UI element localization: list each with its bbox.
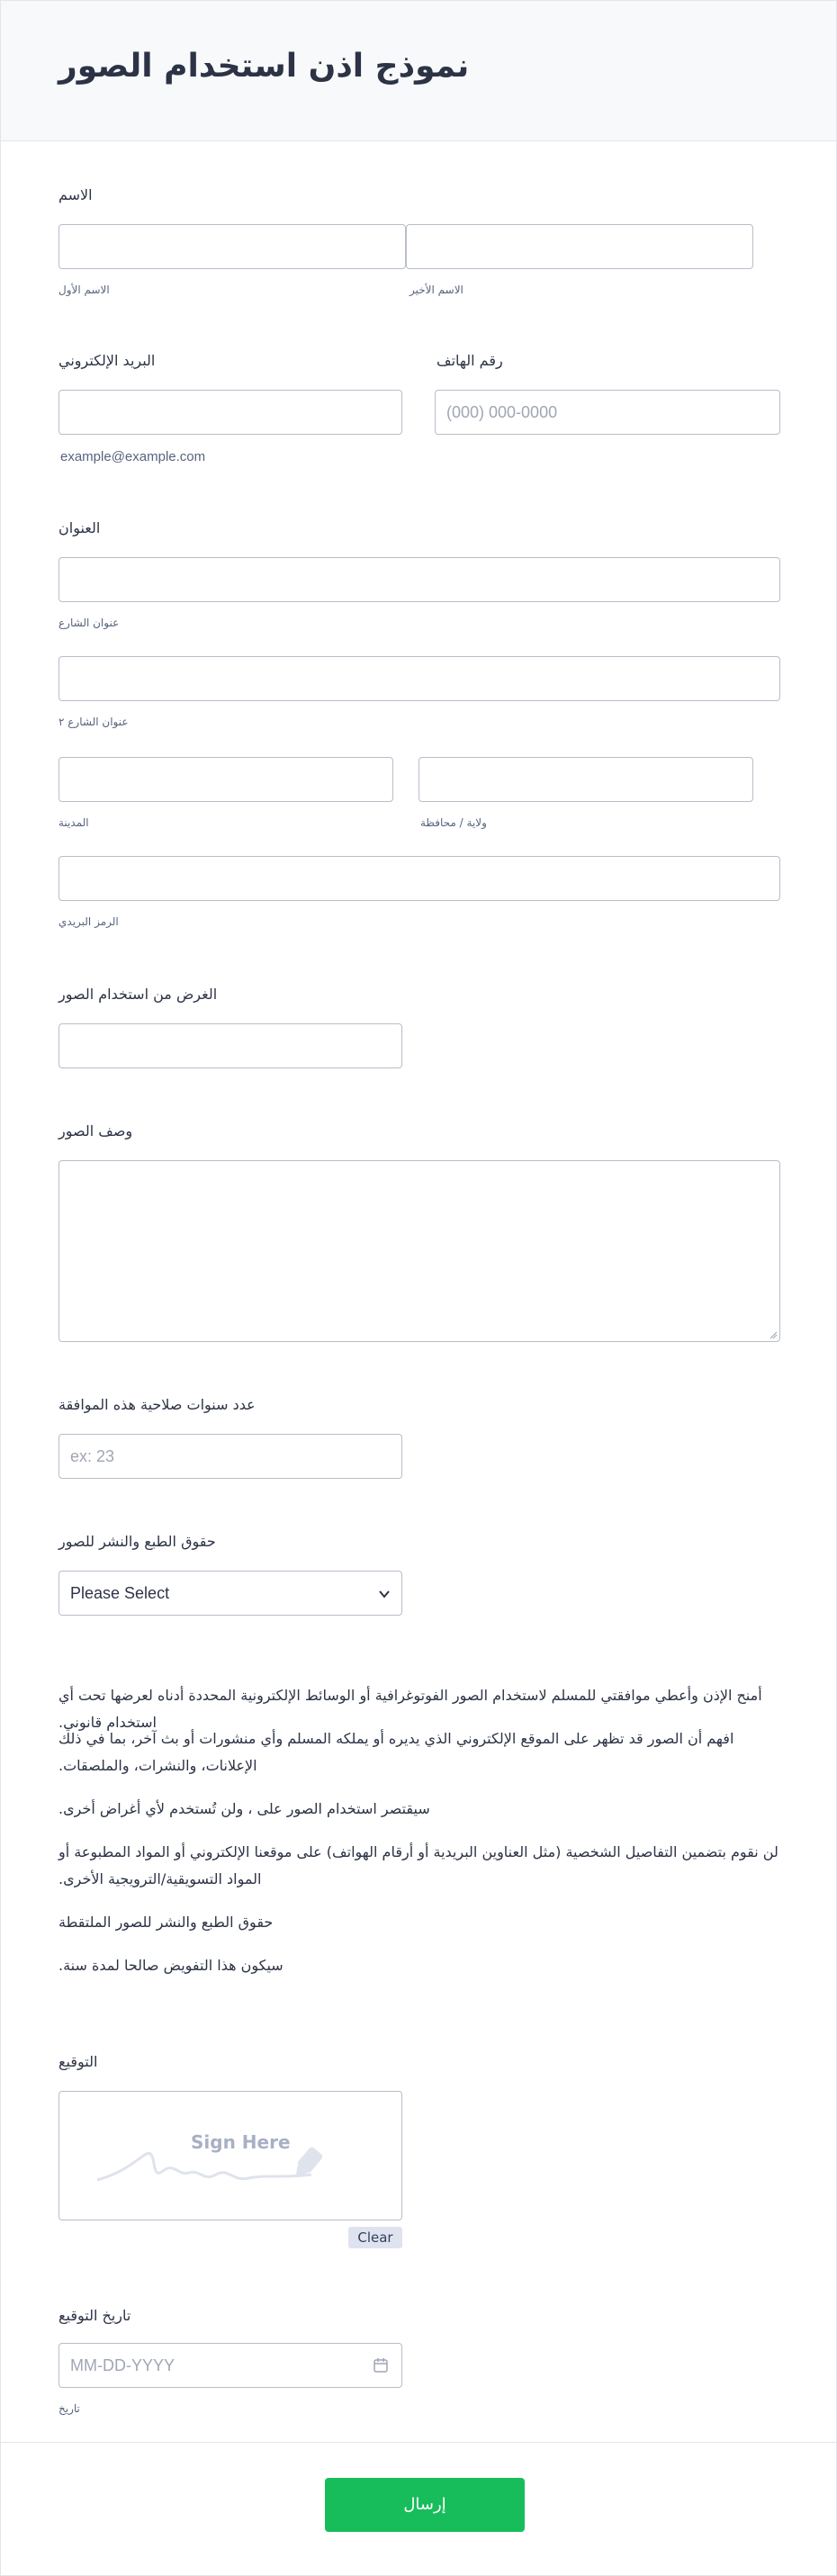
street-address-input[interactable] — [58, 557, 780, 602]
zip-sublabel: الرمز البريدي — [58, 915, 119, 928]
city-sublabel: المدينة — [58, 816, 89, 829]
name-label: الاسم — [58, 186, 93, 203]
terms-paragraph-5: حقوق الطبع والنشر للصور الملتقطة — [58, 1914, 274, 1931]
clear-signature-button[interactable]: Clear — [348, 2227, 402, 2248]
last-name-input[interactable] — [406, 224, 753, 269]
email-sublabel: example@example.com — [60, 449, 206, 464]
submit-button[interactable]: إرسال — [325, 2478, 525, 2532]
purpose-input[interactable] — [58, 1023, 402, 1068]
street-address-2-sublabel: عنوان الشارع ٢ — [58, 716, 129, 728]
form-header — [1, 1, 836, 141]
terms-paragraph-3: سيقتصر استخدام الصور على ، ولن تُستخدم لأي أغراض أخرى. — [58, 1800, 430, 1817]
sign-date-sublabel: تاريخ — [58, 2402, 80, 2415]
email-label: البريد الإلكتروني — [58, 352, 156, 369]
copyright-label: حقوق الطبع والنشر للصور — [58, 1533, 216, 1550]
phone-placeholder: (000) 000-0000 — [446, 403, 558, 421]
sign-date-label: تاريخ التوقيع — [58, 2307, 131, 2324]
terms-paragraph-2: افهم أن الصور قد تظهر على الموقع الإلكتروني الذي يديره أو يملكه المسلم وأي منشورات أو بث آخر، بما في ذلك الإعلانات، والنشرات، والملصقات. — [58, 1730, 734, 1774]
address-label: العنوان — [58, 519, 101, 536]
description-textarea[interactable] — [58, 1160, 780, 1342]
resize-handle-icon[interactable] — [769, 1330, 778, 1339]
first-name-input[interactable] — [58, 224, 406, 269]
description-label: وصف الصور — [58, 1122, 133, 1139]
years-placeholder: ex: 23 — [70, 1447, 115, 1465]
zip-input[interactable] — [58, 856, 780, 901]
street-address-2-input[interactable] — [58, 656, 780, 701]
terms-paragraph-1: أمنح الإذن وأعطي موافقتي للمسلم لاستخدام الصور الفوتوغرافية أو الوسائط الإلكترونية المحددة أدناه لعرضها تحت أي استخدام قانوني. — [58, 1687, 762, 1731]
copyright-selected-value: Please Select — [70, 1584, 170, 1602]
sign-date-input[interactable] — [58, 2343, 402, 2388]
terms-paragraph-4: لن نقوم بتضمين التفاصيل الشخصية (مثل العناوين البريدية أو أرقام الهواتف) على موقعنا الإلكتروني أو المواد المطبوعة أو المواد التسويقية/الترويجية الأخرى. — [58, 1843, 778, 1887]
email-input[interactable] — [58, 390, 402, 435]
phone-input[interactable] — [435, 390, 780, 435]
chevron-down-icon — [378, 1588, 391, 1600]
years-label: عدد سنوات صلاحية هذه الموافقة — [58, 1396, 256, 1413]
city-input[interactable] — [58, 757, 393, 802]
form-title: نموذج اذن استخدام الصور — [58, 48, 470, 85]
purpose-label: الغرض من استخدام الصور — [58, 986, 218, 1003]
years-input[interactable] — [58, 1434, 402, 1479]
state-sublabel: ولاية / محافظة — [420, 816, 487, 829]
first-name-sublabel: الاسم الأول — [58, 284, 110, 296]
state-input[interactable] — [418, 757, 753, 802]
last-name-sublabel: الاسم الأخير — [410, 284, 464, 296]
sign-date-placeholder: MM-DD-YYYY — [70, 2356, 175, 2374]
signature-label: التوقيع — [58, 2053, 98, 2070]
terms-paragraph-6: سيكون هذا التفويض صالحا لمدة سنة. — [58, 1957, 284, 1974]
signature-pad[interactable] — [58, 2091, 402, 2220]
calendar-icon[interactable] — [373, 2357, 389, 2373]
copyright-select[interactable] — [58, 1571, 402, 1616]
footer-divider — [1, 2442, 836, 2443]
street-address-sublabel: عنوان الشارع — [58, 617, 120, 629]
signature-placeholder: Sign Here — [191, 2131, 291, 2153]
phone-label: رقم الهاتف — [436, 352, 503, 369]
